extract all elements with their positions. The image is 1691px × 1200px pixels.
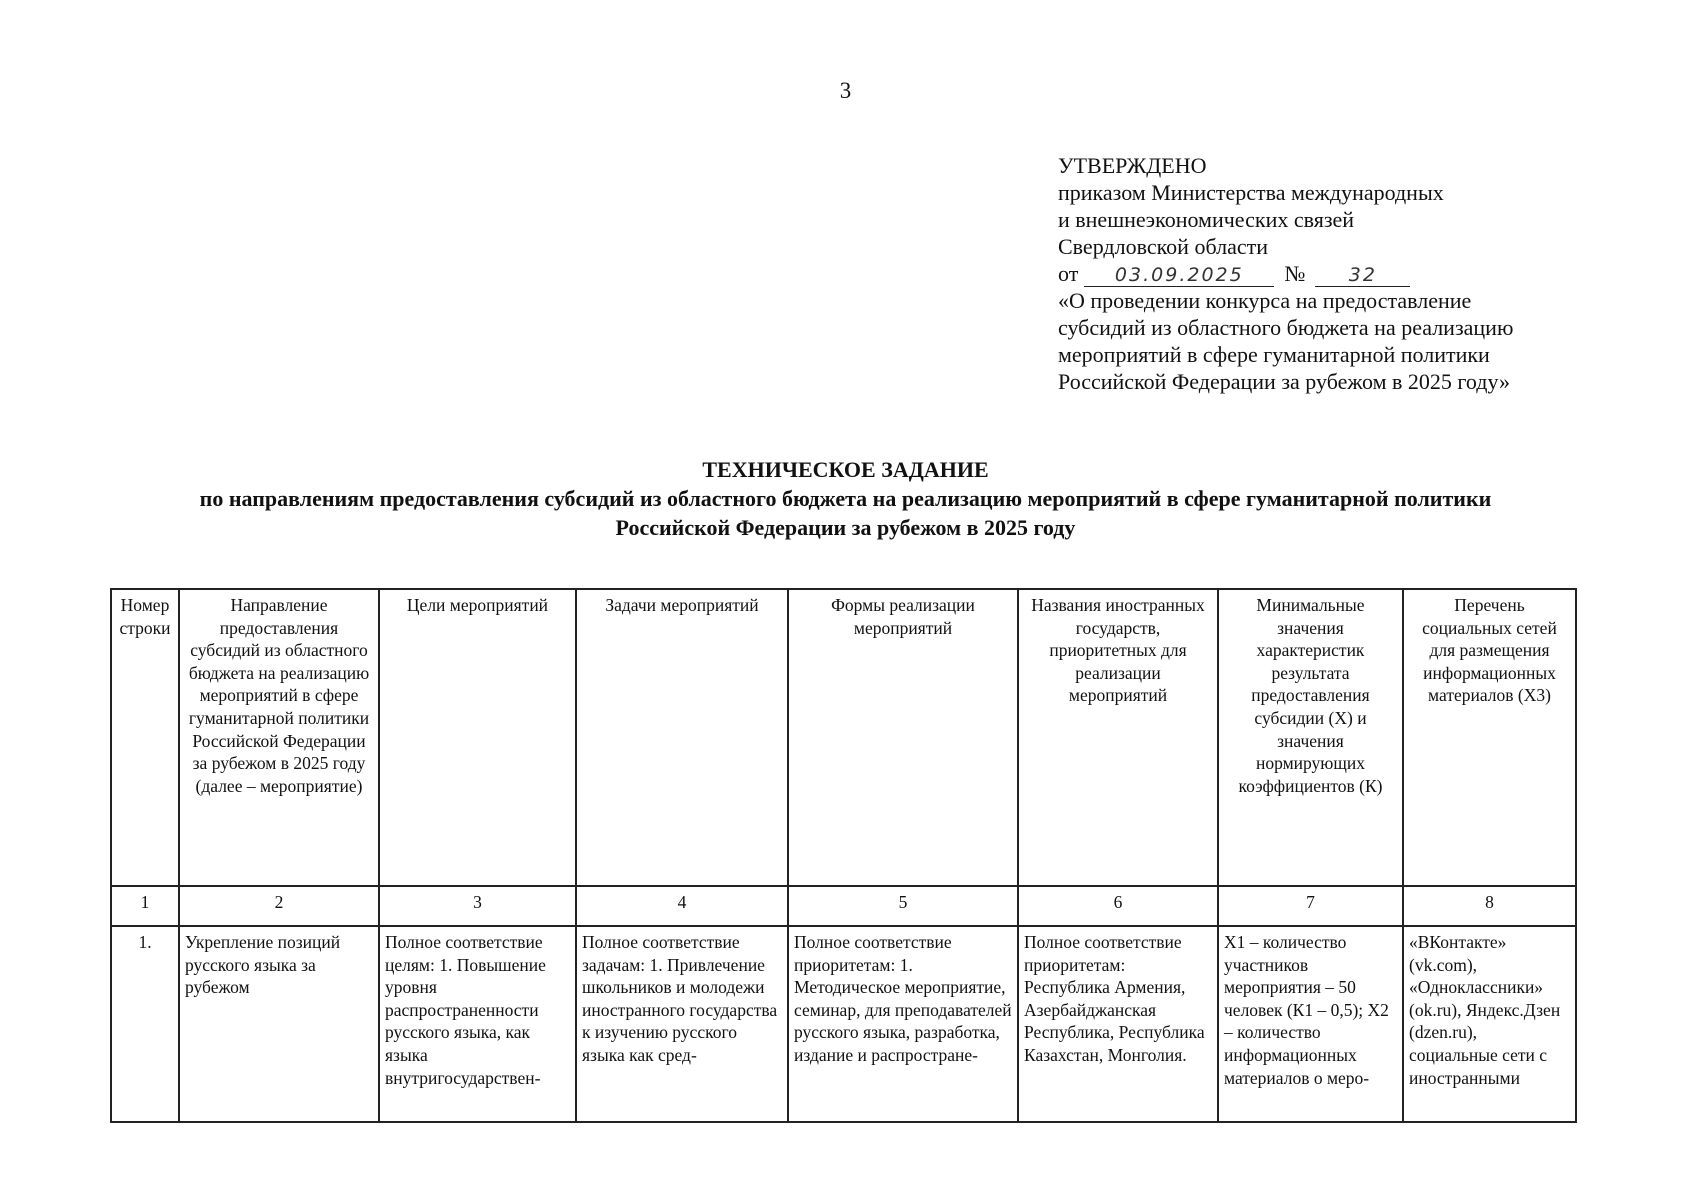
header-cell-forms: Формы реализации мероприятий [788,589,1018,886]
title-subtitle-1: по направлениям предоставления субсидий из областного бюджета на реализацию мероприятий в сфере гуманитарной политики [199,486,1492,511]
approval-line: Свердловской области [1058,234,1268,259]
number-label: № [1284,261,1306,286]
order-title-line: субсидий из областного бюджета на реализацию [1058,315,1514,340]
column-number-row [111,886,1576,926]
cell-direction: Укрепление позиций русского языка за рубежом [179,926,379,1122]
title-main: ТЕХНИЧЕСКОЕ ЗАДАНИЕ [702,457,989,482]
order-title-line: «О проведении конкурса на предоставление [1058,288,1472,313]
table-row [111,926,1576,1122]
approval-line: и внешнеэкономических связей [1058,207,1355,232]
approval-block [1058,152,1618,395]
column-number: 7 [1218,886,1403,926]
table-header-row [111,589,1576,886]
column-number: 1 [111,886,179,926]
cell-countries: Полное соответствие приоритетам: Республика Армения, Азербайджанская Республика, Республика Казахстан, Монголия. [1018,926,1218,1122]
header-cell-direction: Направление предоставления субсидий из областного бюджета на реализацию мероприятий в сфере гуманитарной политики Российской Федерации за рубежом в 2025 году (далее – мероприятие) [179,589,379,886]
cell-goals: Полное соответствие целям: 1. Повышение уровня распространенности русского языка, как языка внутригосударствен- [379,926,576,1122]
approval-date-line [1058,260,1618,287]
column-number: 8 [1403,886,1576,926]
order-title-line: мероприятий в сфере гуманитарной политики [1058,342,1490,367]
column-number: 3 [379,886,576,926]
header-cell-goals: Цели мероприятий [379,589,576,886]
approval-line: приказом Министерства международных [1058,180,1444,205]
page-number: 3 [839,78,852,103]
cell-row-number: 1. [111,926,179,1122]
title-subtitle-2: Российской Федерации за рубежом в 2025 году [615,515,1076,540]
date-prefix: от [1058,261,1079,286]
column-number: 6 [1018,886,1218,926]
header-cell-tasks: Задачи мероприятий [576,589,788,886]
document-title [0,455,1691,542]
column-number: 2 [179,886,379,926]
cell-min-values: Х1 – количество участников мероприятия – 50 человек (К1 – 0,5); Х2 – количество информационных материалов о меро- [1218,926,1403,1122]
cell-tasks: Полное соответствие задачам: 1. Привлечение школьников и молодежи иностранного государства к изучению русского языка как сред- [576,926,788,1122]
handwritten-date: 03.09.2025 [1084,264,1274,287]
header-cell-countries: Названия иностранных государств, приоритетных для реализации мероприятий [1018,589,1218,886]
column-number: 4 [576,886,788,926]
cell-forms: Полное соответствие приоритетам: 1. Методическое мероприятие, семинар, для преподавателей русского языка, разработка, издание и распростране- [788,926,1018,1122]
header-cell-social-networks: Перечень социальных сетей для размещения информационных материалов (Х3) [1403,589,1576,886]
column-number: 5 [788,886,1018,926]
handwritten-number: 32 [1315,264,1410,287]
approval-heading: УТВЕРЖДЕНО [1058,153,1207,178]
cell-social-networks: «ВКонтакте» (vk.com), «Одноклассники» (ok.ru), Яндекс.Дзен (dzen.ru), социальные сети с иностранными [1403,926,1576,1122]
header-cell-min-values: Минимальные значения характеристик результата предоставления субсидии (Х) и значения нормирующих коэффициентов (К) [1218,589,1403,886]
header-cell-row-number: Номер строки [111,589,179,886]
order-title-line: Российской Федерации за рубежом в 2025 году» [1058,369,1510,394]
technical-task-table [110,588,1577,1123]
